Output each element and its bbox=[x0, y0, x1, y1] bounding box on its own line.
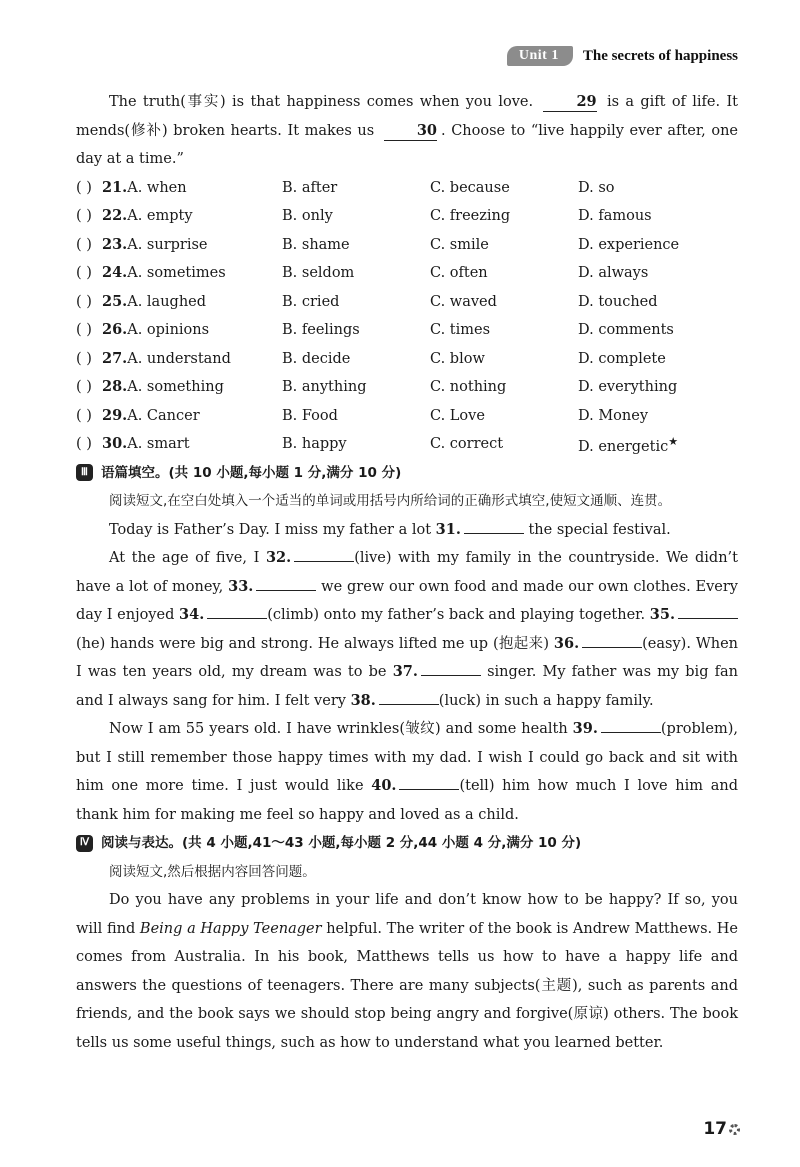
option-b[interactable]: B. shame bbox=[282, 236, 350, 253]
section-3-heading bbox=[76, 459, 738, 488]
question-row bbox=[76, 259, 738, 288]
section-3-numeral: Ⅲ bbox=[76, 464, 93, 481]
option-a[interactable]: A. when bbox=[127, 179, 187, 196]
unit-badge: Unit 1 bbox=[507, 46, 573, 66]
option-b[interactable]: B. anything bbox=[282, 379, 367, 395]
answer-bracket[interactable]: ( ) bbox=[76, 265, 92, 281]
star-icon: ★ bbox=[668, 434, 679, 448]
answer-bracket[interactable]: ( ) bbox=[76, 407, 92, 424]
blank-35[interactable] bbox=[678, 604, 738, 619]
option-c[interactable]: C. freezing bbox=[430, 208, 511, 224]
answer-bracket[interactable]: ( ) bbox=[76, 236, 92, 253]
option-a[interactable]: A. sometimes bbox=[127, 265, 226, 281]
question-row bbox=[76, 373, 738, 402]
option-b[interactable]: B. only bbox=[282, 208, 333, 224]
section-3-paragraph-2: At the age of five, I 32. (live) with my family in the countryside. We didn’t have a lot of money, 33. we grew our own food and made our own clothes. Every day I enjoyed 34. (climb) onto my father’s back and playing together. 35.(he) hands were big and strong. He always lifted me up (抱起来) 36. (easy). When I was ten years old, my dream was to be 37. singer. My father was my big fan and I always sang for him. I felt very 38. (luck) in such a happy family. bbox=[76, 549, 738, 709]
option-d[interactable]: D. so bbox=[578, 179, 615, 196]
answer-bracket[interactable]: ( ) bbox=[76, 208, 92, 224]
option-b[interactable]: B. seldom bbox=[282, 265, 355, 281]
blank-32[interactable] bbox=[294, 547, 354, 562]
blank-39[interactable] bbox=[601, 718, 661, 733]
question-number: 28. bbox=[102, 378, 128, 395]
page-header bbox=[507, 46, 738, 66]
option-d[interactable]: D. energetic★ bbox=[578, 434, 679, 455]
answer-bracket[interactable]: ( ) bbox=[76, 293, 92, 310]
question-row bbox=[76, 174, 738, 203]
question-row bbox=[76, 402, 738, 431]
option-c[interactable]: C. often bbox=[430, 265, 488, 281]
blank-33[interactable] bbox=[256, 576, 316, 591]
passage-ending: The truth(事实) is that happiness comes when you love. 29 is a gift of life. It mends(修补) broken hearts. It makes us 30 . Choose to “live happily ever after, one day at a time.” bbox=[76, 93, 739, 167]
option-c[interactable]: C. Love bbox=[430, 407, 485, 424]
answer-bracket[interactable]: ( ) bbox=[76, 322, 92, 338]
unit-title: The secrets of happiness bbox=[582, 47, 738, 64]
question-number: 29. bbox=[102, 406, 128, 424]
question-number: 21. bbox=[102, 178, 128, 196]
section-3-instruction: 阅读短文,在空白处填入一个适当的单词或用括号内所给词的正确形式填空,使短文通顺、连贯。 bbox=[109, 493, 672, 509]
book-title: Being a Happy Teenager bbox=[139, 920, 322, 937]
section-3-title: 语篇填空。(共 10 小题,每小题 1 分,满分 10 分) bbox=[101, 464, 402, 481]
option-a[interactable]: A. laughed bbox=[127, 293, 207, 310]
blank-34[interactable] bbox=[207, 604, 267, 619]
blank-40[interactable] bbox=[399, 775, 459, 790]
option-d[interactable]: D. experience bbox=[578, 236, 680, 253]
question-row bbox=[76, 316, 738, 345]
option-d[interactable]: D. comments bbox=[578, 322, 674, 338]
option-a[interactable]: A. empty bbox=[127, 208, 193, 224]
option-a[interactable]: A. smart bbox=[127, 436, 190, 452]
blank-36[interactable] bbox=[582, 633, 642, 648]
option-c[interactable]: C. because bbox=[430, 179, 510, 196]
section-4-heading bbox=[76, 829, 738, 858]
question-number: 24. bbox=[102, 264, 128, 281]
answer-bracket[interactable]: ( ) bbox=[76, 350, 92, 367]
question-number: 23. bbox=[102, 235, 128, 253]
blank-37[interactable] bbox=[421, 661, 481, 676]
question-row bbox=[76, 231, 738, 260]
option-c[interactable]: C. smile bbox=[430, 236, 489, 253]
question-number: 26. bbox=[102, 321, 128, 338]
answer-bracket[interactable]: ( ) bbox=[76, 379, 92, 395]
option-c[interactable]: C. nothing bbox=[430, 379, 507, 395]
option-a[interactable]: A. Cancer bbox=[127, 407, 200, 424]
blank-31[interactable] bbox=[464, 519, 524, 534]
section-4-title: 阅读与表达。(共 4 小题,41～43 小题,每小题 2 分,44 小题 4 分,满分 10 分) bbox=[101, 835, 582, 851]
answer-29: 29 bbox=[543, 93, 596, 112]
question-number: 22. bbox=[102, 207, 128, 224]
option-c[interactable]: C. blow bbox=[430, 350, 485, 367]
option-d[interactable]: D. everything bbox=[578, 379, 678, 395]
option-d[interactable]: D. Money bbox=[578, 407, 649, 424]
option-b[interactable]: B. happy bbox=[282, 436, 347, 452]
section-4-numeral: Ⅳ bbox=[76, 835, 93, 852]
question-number: 25. bbox=[102, 292, 128, 310]
option-d[interactable]: D. famous bbox=[578, 208, 652, 224]
option-list bbox=[76, 174, 738, 459]
section-3-paragraph-1: Today is Father’s Day. I miss my father a lot 31. the special festival. bbox=[109, 520, 671, 538]
option-b[interactable]: B. after bbox=[282, 179, 338, 196]
answer-30: 30 bbox=[384, 122, 437, 141]
option-a[interactable]: A. understand bbox=[127, 350, 231, 367]
option-d[interactable]: D. always bbox=[578, 265, 649, 281]
answer-bracket[interactable]: ( ) bbox=[76, 436, 92, 452]
question-row bbox=[76, 430, 738, 459]
option-b[interactable]: B. feelings bbox=[282, 322, 360, 338]
section-4-instruction: 阅读短文,然后根据内容回答问题。 bbox=[109, 863, 316, 880]
section-4-paragraph-1: Do you have any problems in your life and don’t know how to be happy? If so, you will find Being a Happy Teenager helpful. The writer of the book is Andrew Matthews. He comes from Australia. In his book, Matthews tells us how to have a happy life and answers the questions of teenagers. There are many subjects(主题), such as parents and friends, and the book says we should stop being angry and forgive(原谅) others. The book tells us some useful things, such as how to understand what you learned better. bbox=[76, 892, 739, 1051]
question-row bbox=[76, 202, 738, 231]
option-b[interactable]: B. cried bbox=[282, 293, 340, 310]
question-number: 27. bbox=[102, 349, 128, 367]
blank-38[interactable] bbox=[379, 690, 439, 705]
option-d[interactable]: D. complete bbox=[578, 350, 666, 367]
option-b[interactable]: B. Food bbox=[282, 407, 338, 424]
option-b[interactable]: B. decide bbox=[282, 350, 351, 367]
option-c[interactable]: C. times bbox=[430, 322, 491, 338]
question-row bbox=[76, 288, 738, 317]
option-d[interactable]: D. touched bbox=[578, 293, 658, 310]
option-c[interactable]: C. correct bbox=[430, 436, 504, 452]
question-number: 30. bbox=[102, 435, 128, 452]
question-row bbox=[76, 345, 738, 374]
answer-bracket[interactable]: ( ) bbox=[76, 179, 92, 196]
gear-icon bbox=[729, 1124, 740, 1135]
option-a[interactable]: A. surprise bbox=[127, 236, 208, 253]
option-a[interactable]: A. something bbox=[127, 379, 224, 395]
page-number: 17 bbox=[703, 1119, 740, 1139]
page-content bbox=[76, 88, 738, 1057]
section-3-paragraph-3: Now I am 55 years old. I have wrinkles(皱纹) and some health 39. (problem), but I still remember those happy times with my dad. I wish I could go back and sit with him one more time. I just would like 40. (tell) him how much I love him and thank him for making me feel so happy and loved as a child. bbox=[76, 720, 738, 823]
option-a[interactable]: A. opinions bbox=[127, 322, 210, 338]
option-c[interactable]: C. waved bbox=[430, 293, 497, 310]
